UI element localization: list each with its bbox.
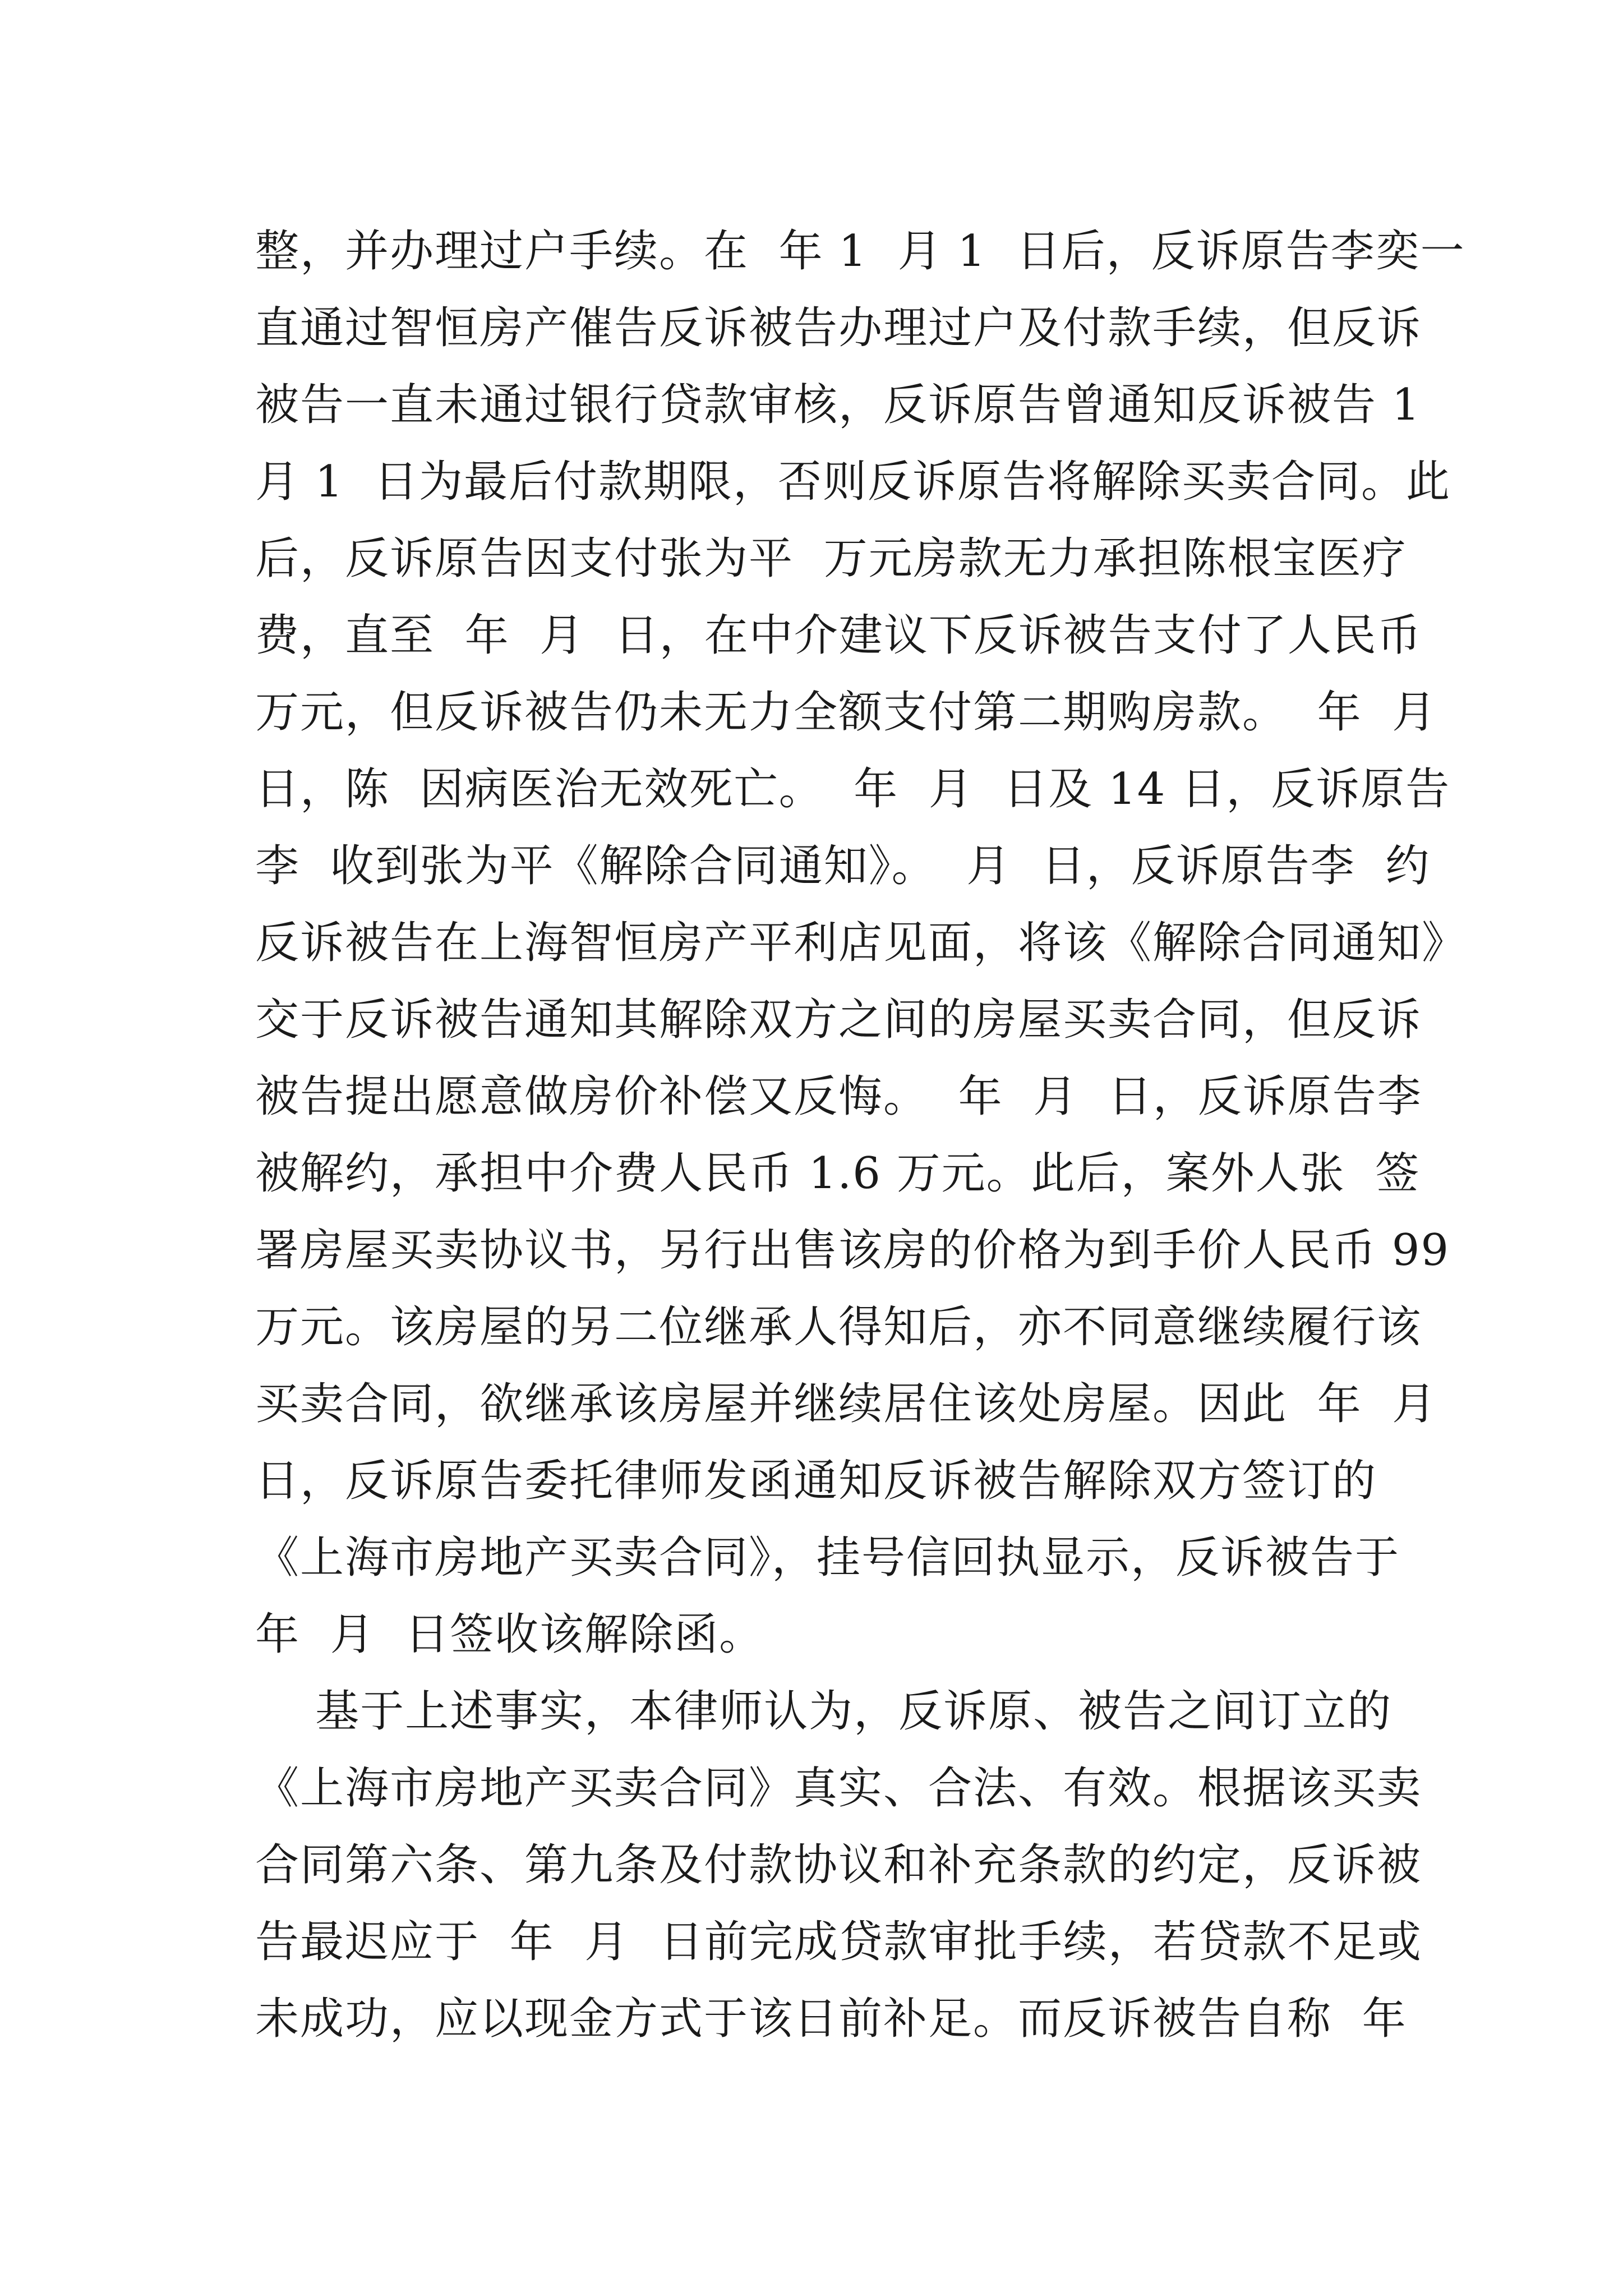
text-line: 基于上述事实，本律师认为，反诉原、被告之间订立的 xyxy=(255,1686,1393,1737)
text-line: 直通过智恒房产催告反诉被告办理过户及付款手续，但反诉 xyxy=(255,303,1422,353)
text-line: 《上海市房地产买卖合同》，挂号信回执显示，反诉被告于 xyxy=(255,1533,1400,1583)
text-line: 万元。该房屋的另二位继承人得知后，亦不同意继续履行该 xyxy=(255,1302,1422,1352)
text-line: 日，陈 因病医治无效死亡。 年 月 日及 14 日，反诉原告 xyxy=(255,764,1451,815)
text-line: 《上海市房地产买卖合同》真实、合法、有效。根据该买卖 xyxy=(255,1763,1422,1814)
body-text xyxy=(255,213,1467,2058)
text-line: 反诉被告在上海智恒房产平利店见面，将该《解除合同通知》 xyxy=(255,918,1467,968)
text-line: 合同第六条、第九条及付款协议和补充条款的约定，反诉被 xyxy=(255,1840,1422,1890)
text-line: 日，反诉原告委托律师发函通知反诉被告解除双方签订的 xyxy=(255,1456,1377,1506)
text-line: 年 月 日签收该解除函。 xyxy=(255,1609,764,1660)
text-line: 被告一直未通过银行贷款审核，反诉原告曾通知反诉被告 1 xyxy=(255,380,1421,430)
text-line: 李 收到张为平《解除合同通知》。 月 日，反诉原告李 约 xyxy=(255,841,1431,891)
text-line: 被解约，承担中介费人民币 1.6 万元。此后，案外人张 签 xyxy=(255,1148,1421,1199)
text-line: 后，反诉原告因支付张为平 万元房款无力承担陈根宝医疗 xyxy=(255,533,1407,584)
text-line: 告最迟应于 年 月 日前完成贷款审批手续，若贷款不足或 xyxy=(255,1917,1422,1967)
text-line: 费，直至 年 月 日，在中介建议下反诉被告支付了人民币 xyxy=(255,610,1422,661)
text-line: 署房屋买卖协议书，另行出售该房的价格为到手价人民币 99 xyxy=(255,1225,1450,1276)
text-line: 买卖合同，欲继承该房屋并继续居住该处房屋。因此 年 月 xyxy=(255,1379,1437,1429)
text-line: 未成功，应以现金方式于该日前补足。而反诉被告自称 年 xyxy=(255,1994,1407,2044)
text-line: 万元，但反诉被告仍未无力全额支付第二期购房款。 年 月 xyxy=(255,687,1437,738)
text-line: 交于反诉被告通知其解除双方之间的房屋买卖合同，但反诉 xyxy=(255,995,1422,1045)
text-line: 整，并办理过户手续。在 年 1 月 1 日后，反诉原告李奕一 xyxy=(255,226,1465,277)
text-line: 被告提出愿意做房价补偿又反悔。 年 月 日，反诉原告李 xyxy=(255,1071,1422,1122)
text-line: 月 1 日为最后付款期限，否则反诉原告将解除买卖合同。此 xyxy=(255,457,1451,507)
